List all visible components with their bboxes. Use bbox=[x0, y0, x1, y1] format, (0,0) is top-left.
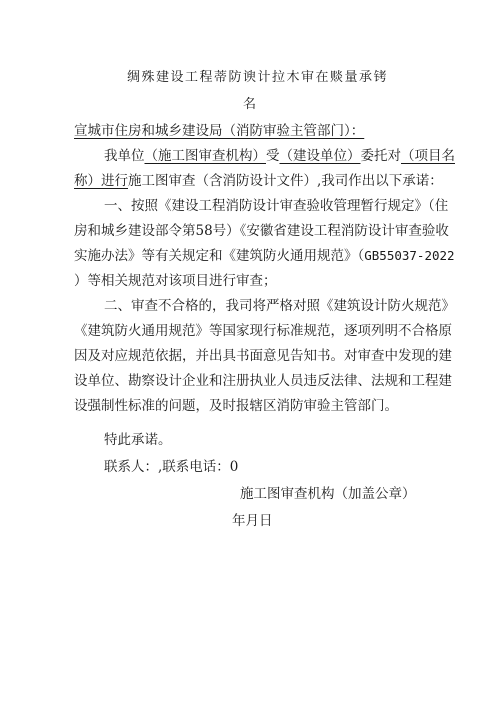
standard-code: GB55037-2022 bbox=[364, 248, 455, 263]
signature-line: 施工图审查机构（加盖公章） bbox=[240, 486, 416, 502]
paragraph-1-line-2 bbox=[74, 171, 443, 191]
paragraph-3-line-1: 二、审查不合格的，我司将严格对照《建筑设计防火规范》 bbox=[104, 298, 455, 314]
p2-text: 实施办法》等有关规定和《建筑防火通用规范》（ bbox=[74, 248, 365, 264]
p1-text: 施工图审查（含消防设计文件）,我司作出以下承诺： bbox=[128, 173, 443, 189]
project-name-placeholder-end: 称）进行 bbox=[74, 173, 128, 189]
p1-text: 受 bbox=[266, 148, 280, 164]
p1-text: 我单位 bbox=[104, 148, 145, 164]
paragraph-3-line-5: 设强制性标准的问题，及时报辖区消防审验主管部门。 bbox=[74, 398, 398, 414]
paragraph-2-line-1: 一、按照《建设工程消防设计审查验收管理暂行规定》（住 bbox=[104, 198, 449, 214]
paragraph-2-line-2: 房和城乡建设部令第58号）《安徽省建设工程消防设计审查验收 bbox=[74, 223, 449, 239]
paragraph-1-line-1 bbox=[104, 146, 455, 166]
document-title: 绸殊建设工程蒂防谀计拉木审在赕量承铐 bbox=[127, 70, 389, 85]
review-agency-placeholder: （施工图审查机构） bbox=[144, 148, 266, 164]
closing-statement: 特此承诺。 bbox=[104, 432, 172, 448]
project-name-placeholder: （项目名 bbox=[401, 148, 455, 164]
document-title-continuation: 名 bbox=[243, 97, 258, 112]
contact-info: 联系人：,联系电话：0 bbox=[104, 459, 239, 475]
p1-text: 委托对 bbox=[360, 148, 401, 164]
construction-unit-placeholder: （建设单位） bbox=[279, 148, 361, 164]
addressee bbox=[74, 121, 364, 141]
paragraph-3-line-3: 因及对应规范依据，并出具书面意见告知书。对审查中发现的建 bbox=[74, 348, 452, 364]
paragraph-2-line-3 bbox=[74, 246, 455, 266]
date-line: 年月日 bbox=[232, 513, 273, 529]
paragraph-3-line-4: 设单位、勘察设计企业和注册执业人员违反法律、法规和工程建 bbox=[74, 373, 452, 389]
addressee-text: 宣城市住房和城乡建设局（消防审验主管部门）： bbox=[74, 123, 365, 139]
paragraph-3-line-2: 《建筑防火通用规范》等国家现行标准规范，逐项列明不合格原 bbox=[74, 323, 452, 339]
paragraph-2-line-4: ）等相关规范对该项目进行审查； bbox=[74, 273, 277, 289]
